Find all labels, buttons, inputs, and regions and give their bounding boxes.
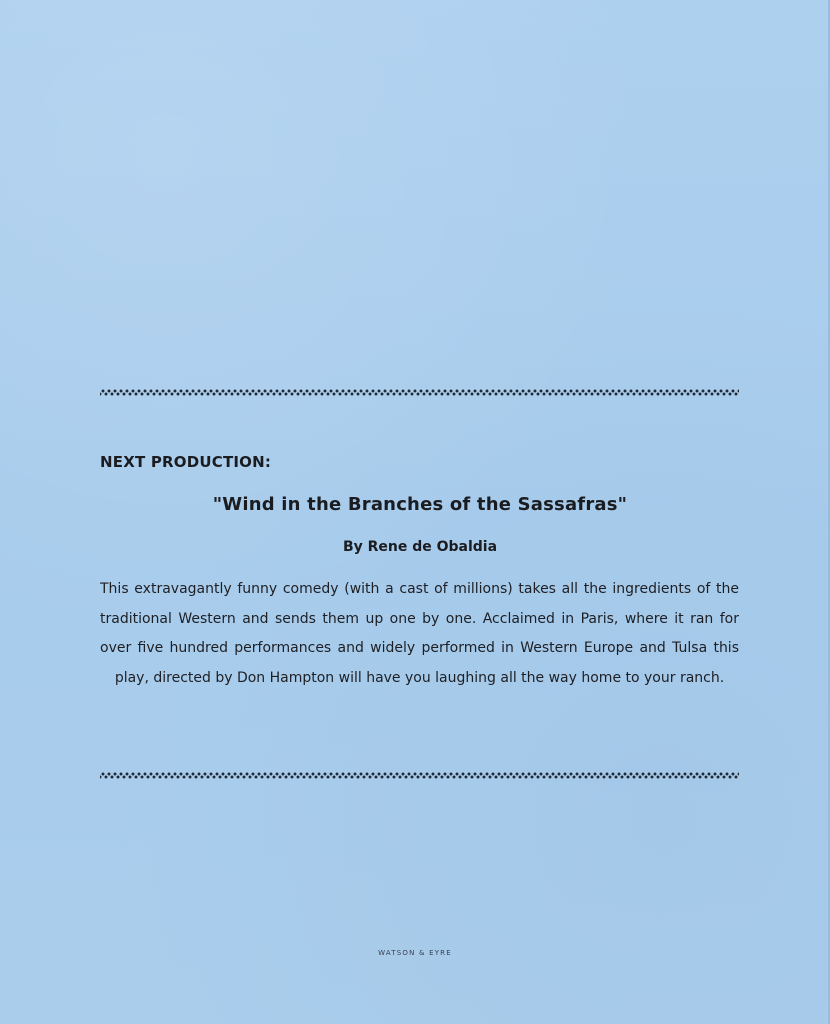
ornamental-rule-top: [100, 388, 739, 396]
play-description: This extravagantly funny comedy (with a cast of millions) takes all the ingredients of the traditional Western and sends them up one by one. Acclaimed in Paris, where it ran for over five hundred performances and widely performed in Western Europe and Tulsa this play, directed by Don Hampton will have you laughing all the way home to your ranch.: [100, 581, 739, 686]
play-title: "Wind in the Branches of the Sassafras": [212, 494, 628, 515]
next-production-label: NEXT PRODUCTION:: [100, 453, 272, 471]
ornamental-rule-bottom: [100, 771, 739, 779]
printer-credit: WATSON & EYRE: [378, 949, 452, 957]
author-byline: By Rene de Obaldia: [342, 539, 498, 555]
